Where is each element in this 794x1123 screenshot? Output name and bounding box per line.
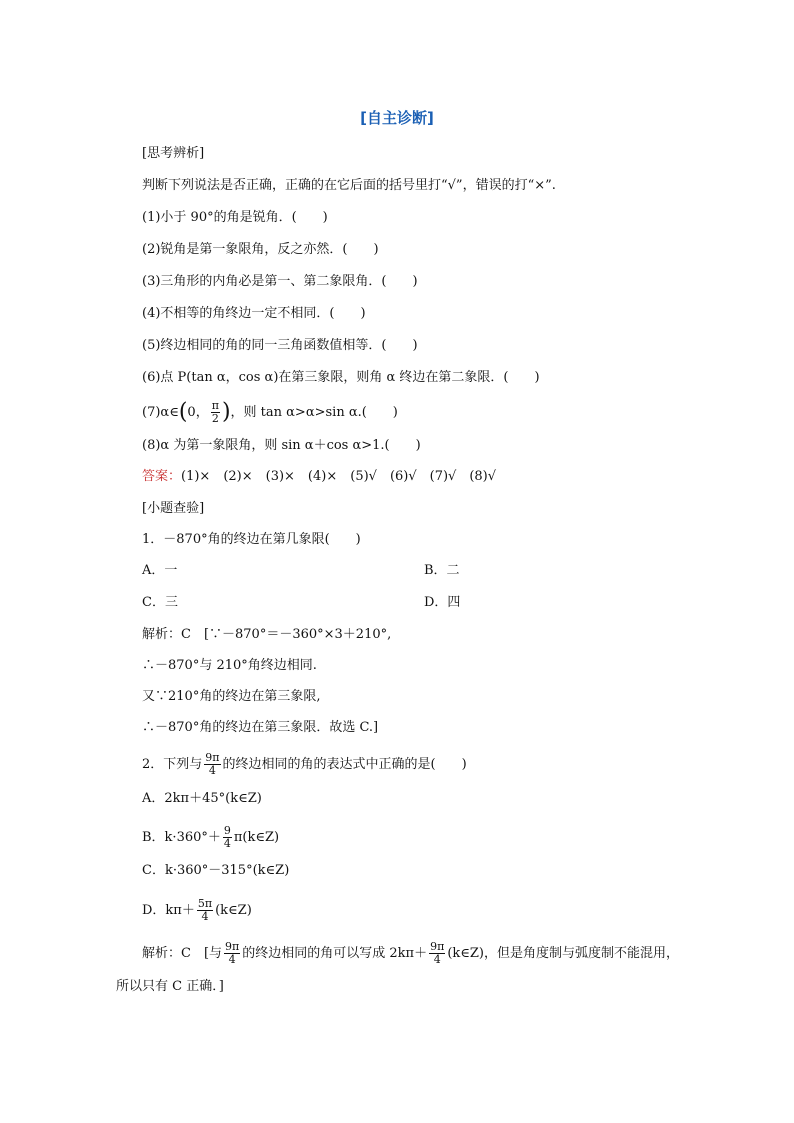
q2-option-b: [142, 825, 279, 850]
q2-solution-suffix: (k∈Z)，但是角度制与弧度制不能混用，: [447, 946, 680, 961]
statement-2: (2)锐角是第一象限角，反之亦然．( ): [142, 242, 379, 257]
q1-option-b: B．二: [424, 563, 460, 578]
open-paren: (: [178, 399, 188, 425]
fraction-numerator: 9: [223, 824, 231, 837]
close-paren: ): [221, 399, 231, 425]
fraction-9pi-over-4: [204, 752, 220, 777]
fraction-denominator: 4: [223, 837, 231, 850]
q2-option-b-suffix: π(k∈Z): [233, 830, 280, 845]
statement-4: (4)不相等的角终边一定不相同．( ): [142, 306, 366, 321]
fraction-numerator: 5π: [197, 897, 213, 910]
statement-7: [142, 400, 398, 425]
q2-option-a: A．2kπ＋45°(k∈Z): [142, 791, 262, 806]
q2-solution-line-2: 所以只有 C 正确．]: [116, 979, 224, 994]
fraction-denominator: 4: [433, 953, 441, 966]
statement-5: (5)终边相同的角的同一三角函数值相等．( ): [142, 338, 418, 353]
fraction-denominator: 4: [201, 910, 209, 923]
fraction-numerator: 9π: [225, 940, 240, 953]
q1-option-d: D．四: [424, 595, 461, 610]
section-heading-practice: [小题查验]: [142, 501, 205, 516]
fraction-9pi-over-4: [224, 941, 240, 966]
q2-solution-middle: 的终边相同的角可以写成 2kπ＋: [242, 946, 428, 961]
fraction-denominator: 4: [228, 953, 236, 966]
answer-label: 答案：: [142, 469, 182, 484]
q2-option-b-prefix: B．k·360°＋: [142, 830, 221, 845]
statement-6: (6)点 P(tan α，cos α)在第三象限，则角 α 终边在第二象限．( ): [142, 370, 540, 385]
fraction-numerator: 9π: [430, 940, 445, 953]
q2-solution-line-1: [142, 941, 679, 966]
fraction-numerator: π: [211, 399, 219, 412]
q1-solution-line-3: 又∵210°角的终边在第三象限,: [142, 689, 321, 704]
q2-option-c: C．k·360°－315°(k∈Z): [142, 863, 290, 878]
interval-start: 0，: [187, 405, 209, 420]
q2-option-d-prefix: D．kπ＋: [142, 903, 195, 918]
answer-text: (1)× (2)× (3)× (4)× (5)√ (6)√ (7)√ (8)√: [181, 469, 497, 484]
statement-1: (1)小于 90°的角是锐角．( ): [142, 210, 328, 225]
section-heading-thinking: [思考辨析]: [142, 146, 205, 161]
instructions: 判断下列说法是否正确，正确的在它后面的括号里打“√”，错误的打“×”.: [142, 178, 556, 193]
q2-option-d-suffix: (k∈Z): [215, 903, 252, 918]
page-title: [自主诊断]: [360, 109, 434, 127]
q1-solution-line-2: ∴－870°与 210°角终边相同.: [142, 658, 317, 673]
q2-option-d: [142, 898, 252, 923]
fraction-9-over-4: [223, 825, 232, 850]
question-2-stem: [142, 752, 467, 777]
statement-7-prefix: (7)α∈: [142, 405, 179, 420]
q1-solution-line-4: ∴－870°角的终边在第三象限．故选 C.]: [142, 720, 379, 735]
q1-solution-line-1: 解析：C [∵－870°＝－360°×3＋210°,: [142, 627, 392, 642]
statement-3: (3)三角形的内角必是第一、第二象限角．( ): [142, 274, 418, 289]
fraction-5pi-over-4: [197, 898, 213, 923]
fraction-denominator: 4: [208, 764, 216, 777]
fraction-pi-over-2: [211, 400, 220, 425]
q1-option-a: A．一: [142, 563, 178, 578]
fraction-numerator: 9π: [205, 751, 220, 764]
fraction-denominator: 2: [211, 412, 219, 425]
answer-line: [142, 468, 496, 486]
q2-stem-suffix: 的终边相同的角的表达式中正确的是( ): [222, 757, 467, 772]
q2-solution-prefix: 解析：C [与: [142, 946, 223, 961]
statement-7-suffix: ，则 tan α>α>sin α.( ): [230, 405, 398, 420]
fraction-9pi-over-4: [429, 941, 445, 966]
q1-option-c: C．三: [142, 595, 178, 610]
question-1-stem: 1．－870°角的终边在第几象限( ): [142, 532, 361, 547]
q2-stem-prefix: 2．下列与: [142, 757, 203, 772]
statement-8: (8)α 为第一象限角，则 sin α＋cos α>1.( ): [142, 438, 421, 453]
